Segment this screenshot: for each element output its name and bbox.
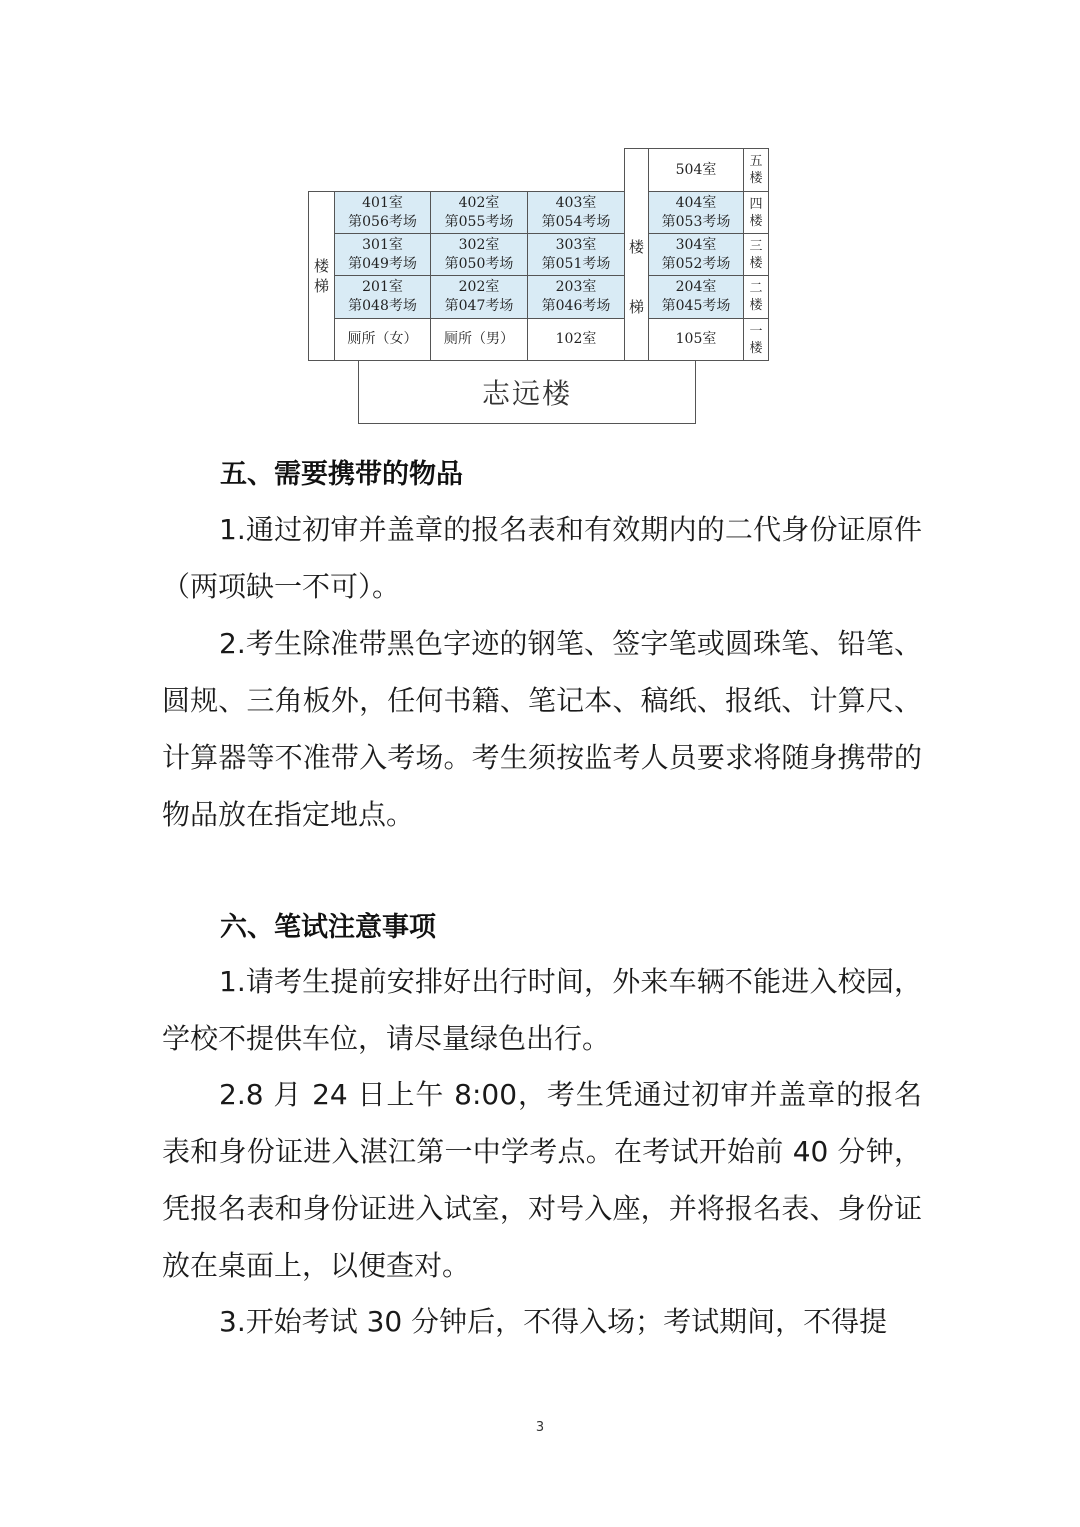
floor-label-text: 三楼 bbox=[749, 238, 763, 271]
section-6-item-1: 1.请考生提前安排好出行时间，外来车辆不能进入校园，学校不提供车位，请尽量绿色出行。 bbox=[162, 965, 922, 1055]
floor-label-text: 一楼 bbox=[749, 323, 763, 356]
room-301 bbox=[334, 233, 431, 276]
exam-site: 第048考场 bbox=[348, 298, 417, 314]
floor-plan bbox=[0, 0, 1080, 440]
section-5-heading: 五、需要携带的物品 bbox=[220, 459, 463, 490]
mens-restroom bbox=[430, 318, 528, 361]
stair-char: 楼 bbox=[628, 238, 644, 256]
room-label: 厕所（男） bbox=[444, 331, 514, 347]
section-6-item-2: 2.8 月 24 日上午 8:00，考生凭通过初审并盖章的报名表和身份证进入湛江第一中学考点。在考试开始前 40 分钟，凭报名表和身份证进入试室，对号入座，并将报名表、身份证放在桌面上，以便查对。 bbox=[162, 1078, 922, 1282]
room-303 bbox=[527, 233, 625, 276]
room-number: 303室 bbox=[555, 236, 597, 253]
room-number: 401室 bbox=[362, 194, 403, 211]
exam-site: 第054考场 bbox=[541, 213, 611, 230]
room-number: 301室 bbox=[362, 236, 403, 253]
floor-label-3 bbox=[743, 233, 769, 276]
floor-label-text: 五楼 bbox=[749, 154, 763, 186]
middle-stairwell bbox=[624, 148, 649, 361]
room-401 bbox=[334, 191, 431, 234]
exam-site: 第051考场 bbox=[541, 255, 611, 272]
room-404 bbox=[648, 191, 744, 234]
room-203 bbox=[527, 275, 625, 319]
room-102 bbox=[527, 318, 625, 361]
room-402 bbox=[430, 191, 528, 234]
exam-site: 第053考场 bbox=[661, 213, 731, 230]
section-6-heading: 六、笔试注意事项 bbox=[220, 912, 436, 943]
exam-site: 第047考场 bbox=[444, 298, 514, 314]
exam-site: 第055考场 bbox=[444, 213, 514, 230]
floor-label-2 bbox=[743, 275, 769, 319]
room-204 bbox=[648, 275, 744, 319]
room-label: 102室 bbox=[555, 331, 597, 347]
section-5-item-2: 2.考生除准带黑色字迹的钢笔、签字笔或圆珠笔、铅笔、圆规、三角板外，任何书籍、笔记本、稿纸、报纸、计算尺、计算器等不准带入考场。考生须按监考人员要求将随身携带的物品放在指定地点。 bbox=[162, 627, 922, 831]
section-6-item-3: 3.开始考试 30 分钟后，不得入场；考试期间，不得提 bbox=[219, 1305, 888, 1338]
exam-site: 第052考场 bbox=[661, 255, 731, 272]
floor-label-text: 二楼 bbox=[749, 281, 763, 313]
room-number: 402室 bbox=[458, 194, 500, 211]
room-202 bbox=[430, 275, 528, 319]
room-201 bbox=[334, 275, 431, 319]
room-number: 202室 bbox=[458, 279, 500, 295]
floor-label-4 bbox=[743, 191, 769, 234]
room-number: 204室 bbox=[675, 279, 717, 295]
room-302 bbox=[430, 233, 528, 276]
stair-char: 梯 bbox=[628, 298, 644, 316]
stair-char: 楼 bbox=[313, 257, 329, 275]
room-number: 304室 bbox=[675, 236, 717, 253]
room-number: 203室 bbox=[555, 279, 597, 295]
building-name: 志远楼 bbox=[358, 361, 696, 424]
room-403 bbox=[527, 191, 625, 234]
stair-char: 梯 bbox=[313, 277, 329, 295]
room-number: 201室 bbox=[362, 279, 403, 295]
room-105 bbox=[648, 318, 744, 361]
room-label: 504室 bbox=[675, 161, 717, 178]
exam-site: 第050考场 bbox=[444, 255, 514, 272]
floor-label-text: 四楼 bbox=[749, 196, 763, 229]
room-304 bbox=[648, 233, 744, 276]
room-number: 403室 bbox=[555, 194, 597, 211]
room-label: 105室 bbox=[675, 331, 717, 347]
exam-site: 第056考场 bbox=[348, 213, 417, 230]
exam-site: 第049考场 bbox=[348, 255, 417, 272]
room-label: 厕所（女） bbox=[347, 331, 418, 347]
room-504 bbox=[648, 148, 744, 192]
page-number: 3 bbox=[535, 1420, 545, 1435]
floor-label-5 bbox=[743, 148, 769, 192]
left-stairwell bbox=[308, 191, 335, 361]
exam-site: 第045考场 bbox=[661, 298, 731, 314]
section-5-item-1: 1.通过初审并盖章的报名表和有效期内的二代身份证原件（两项缺一不可）。 bbox=[162, 513, 922, 603]
room-number: 404室 bbox=[675, 194, 717, 211]
exam-site: 第046考场 bbox=[541, 298, 611, 314]
womens-restroom bbox=[334, 318, 431, 361]
room-number: 302室 bbox=[458, 236, 500, 253]
floor-label-1 bbox=[743, 318, 769, 361]
